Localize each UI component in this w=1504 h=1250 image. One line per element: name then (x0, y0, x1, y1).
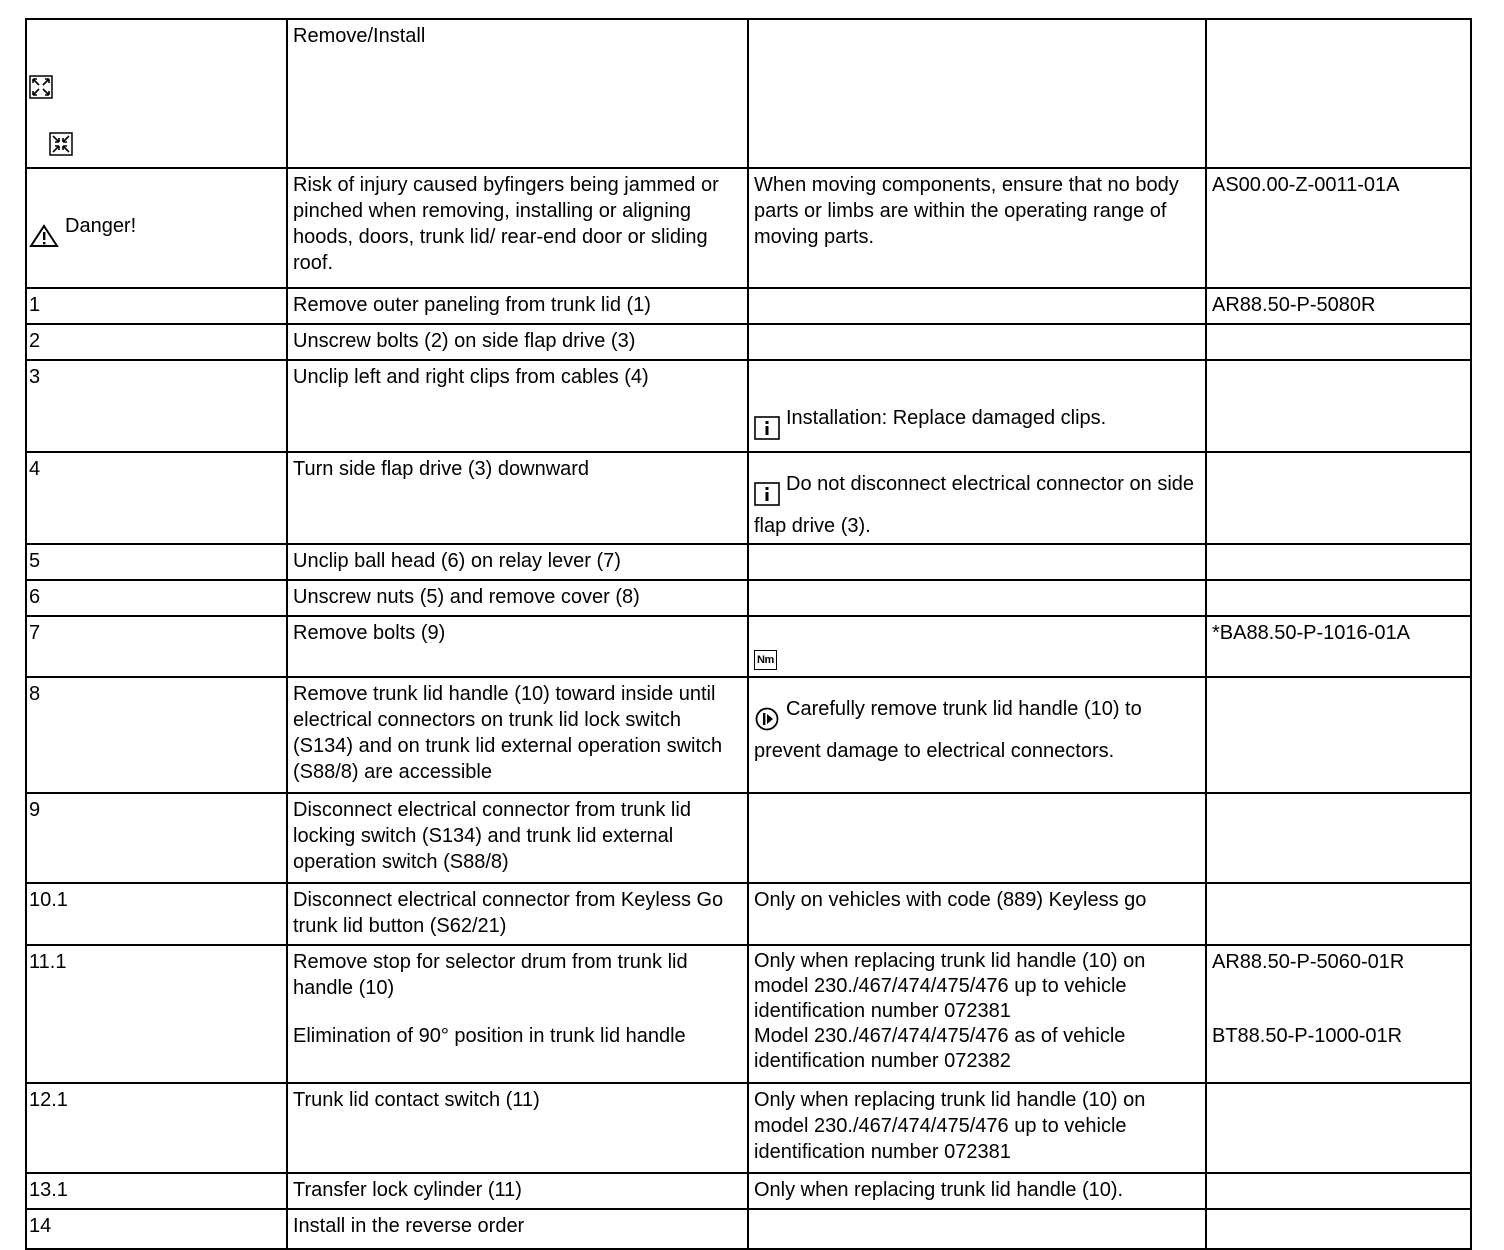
step-note-cell (748, 945, 1206, 1083)
step-action-cell (287, 945, 748, 1083)
step-row (26, 793, 1471, 883)
step-action-secondary: Elimination of 90° position in trunk lid handle (293, 1025, 686, 1047)
danger-label: Danger! (65, 214, 137, 237)
step-row (26, 677, 1471, 793)
step-reference (1206, 1083, 1471, 1173)
step-reference (1206, 580, 1471, 616)
step-action: Unscrew bolts (2) on side flap drive (3) (287, 324, 748, 360)
header-empty-ref-cell (1206, 19, 1471, 168)
step-note: Only when replacing trunk lid handle (10). (748, 1173, 1206, 1209)
header-icons-cell (26, 19, 287, 168)
step-reference (1206, 883, 1471, 945)
step-action: Remove bolts (9) (287, 616, 748, 677)
step-note: Only on vehicles with code (889) Keyless go (748, 883, 1206, 945)
step-action: Remove stop for selector drum from trunk lid handle (10) (293, 951, 688, 999)
step-note-cell (748, 616, 1206, 677)
step-row (26, 1083, 1471, 1173)
step-note: Do not disconnect electrical connector on side flap drive (3). (754, 472, 1195, 537)
step-note (748, 580, 1206, 616)
header-empty-cell (748, 19, 1206, 168)
info-icon (754, 456, 780, 513)
step-action: Transfer lock cylinder (11) (287, 1173, 748, 1209)
step-reference: *BA88.50-P-1016-01A (1206, 616, 1471, 677)
step-note-cell (748, 677, 1206, 793)
step-number: 3 (26, 360, 287, 452)
step-row (26, 1209, 1471, 1249)
danger-row (26, 168, 1471, 288)
step-note (748, 1209, 1206, 1249)
step-reference (1206, 677, 1471, 793)
danger-risk-text: Risk of injury caused byfingers being jammed or pinched when removing, installing or aligning hoods, doors, trunk lid/ rear-end door or sliding roof. (287, 168, 748, 288)
step-row (26, 452, 1471, 544)
step-number: 7 (26, 616, 287, 677)
remove-arrows-icon (29, 49, 53, 106)
step-note (748, 544, 1206, 580)
step-number: 2 (26, 324, 287, 360)
step-row (26, 288, 1471, 324)
info-icon (754, 390, 780, 447)
step-number: 14 (26, 1209, 287, 1249)
step-note-cell (748, 360, 1206, 452)
header-row (26, 19, 1471, 168)
step-number: 12.1 (26, 1083, 287, 1173)
step-note: Only when replacing trunk lid handle (10) on model 230./467/474/475/476 up to vehicle identification number 072381 (754, 950, 1146, 1022)
step-row (26, 883, 1471, 945)
step-action: Unscrew nuts (5) and remove cover (8) (287, 580, 748, 616)
step-note: Installation: Replace damaged clips. (786, 406, 1107, 429)
step-reference (1206, 324, 1471, 360)
step-reference-cell (1206, 945, 1471, 1083)
caution-circle-icon (754, 681, 780, 738)
step-reference (1206, 1173, 1471, 1209)
step-action: Unclip left and right clips from cables (4) (287, 360, 748, 452)
step-reference (1206, 544, 1471, 580)
danger-reference: AS00.00-Z-0011-01A (1206, 168, 1471, 288)
step-number: 13.1 (26, 1173, 287, 1209)
step-reference: AR88.50-P-5080R (1206, 288, 1471, 324)
step-action: Trunk lid contact switch (11) (287, 1083, 748, 1173)
torque-nm-icon: Nm (754, 650, 777, 670)
step-row (26, 360, 1471, 452)
step-reference: AR88.50-P-5060-01R (1212, 951, 1405, 973)
step-row (26, 616, 1471, 677)
step-reference-secondary: BT88.50-P-1000-01R (1212, 1025, 1403, 1047)
install-arrows-icon (49, 106, 73, 163)
step-note: Only when replacing trunk lid handle (10) on model 230./467/474/475/476 up to vehicle identification number 072381 (748, 1083, 1206, 1173)
step-note-secondary: Model 230./467/474/475/476 as of vehicle identification number 072382 (754, 1025, 1126, 1072)
step-number: 1 (26, 288, 287, 324)
step-action: Install in the reverse order (287, 1209, 748, 1249)
step-note (748, 288, 1206, 324)
step-note (748, 324, 1206, 360)
step-row (26, 324, 1471, 360)
procedure-table (25, 18, 1472, 1250)
step-reference (1206, 1209, 1471, 1249)
step-action: Remove outer paneling from trunk lid (1) (287, 288, 748, 324)
step-action: Unclip ball head (6) on relay lever (7) (287, 544, 748, 580)
step-reference (1206, 360, 1471, 452)
step-number: 10.1 (26, 883, 287, 945)
operation-title: Remove/Install (287, 19, 748, 168)
danger-measure-text: When moving components, ensure that no body parts or limbs are within the operating range of moving parts. (748, 168, 1206, 288)
step-number: 11.1 (26, 945, 287, 1083)
step-row (26, 1173, 1471, 1209)
step-action: Disconnect electrical connector from trunk lid locking switch (S134) and trunk lid external operation switch (S88/8) (287, 793, 748, 883)
step-row (26, 580, 1471, 616)
step-number: 4 (26, 452, 287, 544)
danger-label-cell (26, 168, 287, 288)
step-number: 6 (26, 580, 287, 616)
warning-triangle-icon (29, 198, 59, 255)
step-reference (1206, 452, 1471, 544)
step-note (748, 793, 1206, 883)
step-number: 9 (26, 793, 287, 883)
step-number: 5 (26, 544, 287, 580)
step-note: Carefully remove trunk lid handle (10) to prevent damage to electrical connectors. (754, 697, 1142, 762)
step-note-cell (748, 452, 1206, 544)
step-row (26, 945, 1471, 1083)
step-row (26, 544, 1471, 580)
step-action: Disconnect electrical connector from Keyless Go trunk lid button (S62/21) (287, 883, 748, 945)
step-reference (1206, 793, 1471, 883)
step-number: 8 (26, 677, 287, 793)
step-action: Remove trunk lid handle (10) toward inside until electrical connectors on trunk lid lock switch (S134) and on trunk lid external operation switch (S88/8) are accessible (287, 677, 748, 793)
step-action: Turn side flap drive (3) downward (287, 452, 748, 544)
